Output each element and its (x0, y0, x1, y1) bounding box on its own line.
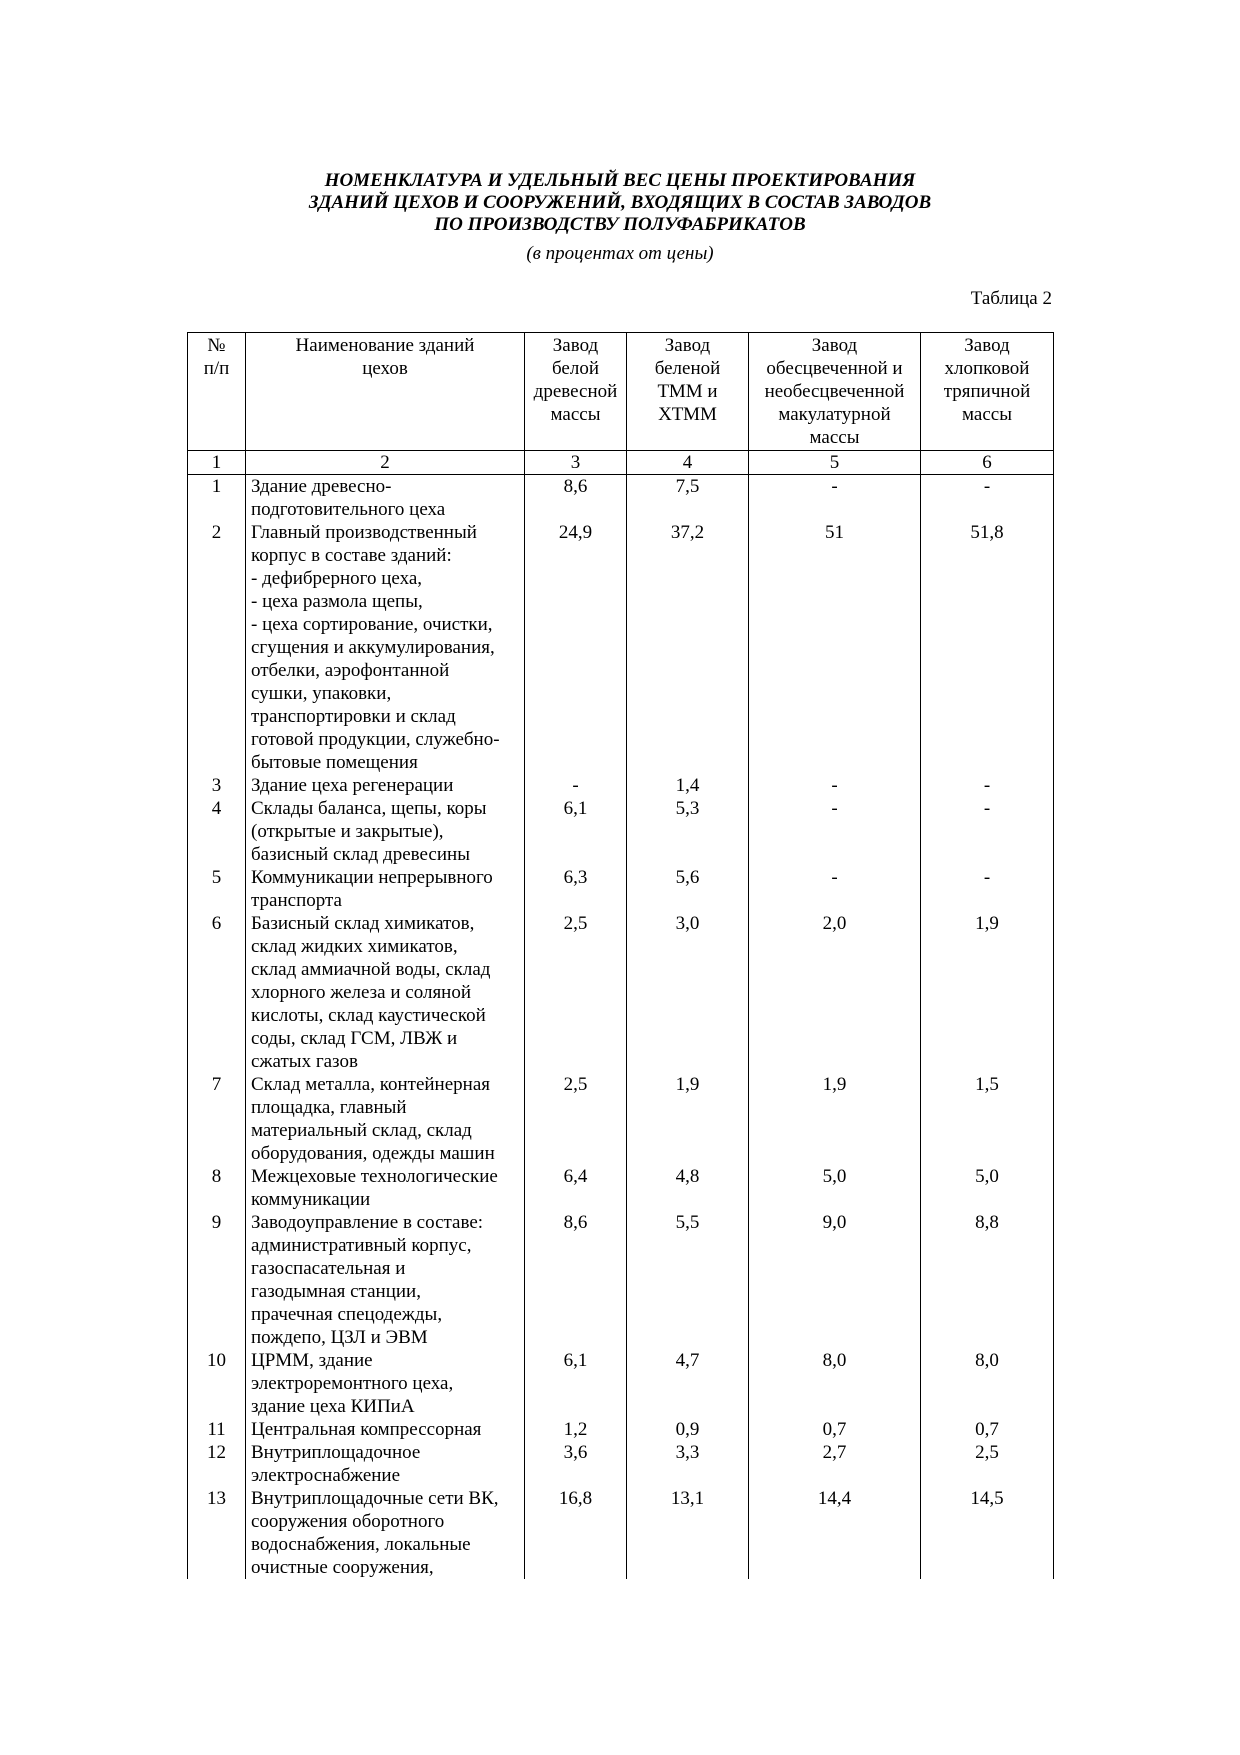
row-value: 6,4 (525, 1165, 627, 1211)
row-value: 51,8 (921, 521, 1054, 774)
row-name-line: электроремонтного цеха, (251, 1373, 454, 1394)
row-name (246, 1349, 525, 1418)
row-number: 10 (188, 1349, 246, 1418)
row-number: 3 (188, 774, 246, 797)
column-header-line: ТММ и (657, 381, 718, 402)
row-name-line: Главный производственный (251, 522, 477, 543)
row-value: 14,5 (921, 1487, 1054, 1579)
row-number: 11 (188, 1418, 246, 1441)
row-value: 9,0 (749, 1211, 921, 1349)
row-name-line: бытовые помещения (251, 752, 418, 773)
table-row (188, 475, 1054, 522)
row-value: 13,1 (627, 1487, 749, 1579)
column-header-line: Наименование зданий (295, 335, 475, 356)
row-name-line: электроснабжение (251, 1465, 401, 1486)
row-number: 2 (188, 521, 246, 774)
row-name-line: Межцеховые технологические (251, 1166, 498, 1187)
header-row (188, 333, 1054, 451)
column-header-line: тряпичной (943, 381, 1031, 402)
row-value: 14,4 (749, 1487, 921, 1579)
row-name-line: хлорного железа и соляной (251, 982, 472, 1003)
row-value: 6,3 (525, 866, 627, 912)
row-value: 2,0 (749, 912, 921, 1073)
row-name-line: (открытые и закрытые), (251, 821, 444, 842)
row-name-line: ЦРММ, здание (251, 1350, 373, 1371)
row-name (246, 1073, 525, 1165)
row-value: 1,2 (525, 1418, 627, 1441)
title-line: ПО ПРОИЗВОДСТВУ ПОЛУФАБРИКАТОВ (434, 214, 806, 235)
row-name (246, 1487, 525, 1579)
column-header-line: ХТММ (658, 404, 717, 425)
row-value: 6,1 (525, 1349, 627, 1418)
row-number: 6 (188, 912, 246, 1073)
row-name-line: готовой продукции, служебно- (251, 729, 500, 750)
row-name (246, 912, 525, 1073)
table-row (188, 866, 1054, 912)
column-header (246, 333, 525, 451)
row-name-line: транспорта (251, 890, 342, 911)
column-header-line: Завод (664, 335, 711, 356)
row-value: 8,0 (921, 1349, 1054, 1418)
table-row (188, 1441, 1054, 1487)
row-number: 4 (188, 797, 246, 866)
row-name-line: склад жидких химикатов, (251, 936, 458, 957)
row-value: 8,8 (921, 1211, 1054, 1349)
row-number: 1 (188, 475, 246, 522)
row-name-line: Склады баланса, щепы, коры (251, 798, 487, 819)
row-value: 5,5 (627, 1211, 749, 1349)
row-value: 4,8 (627, 1165, 749, 1211)
table-row (188, 1211, 1054, 1349)
row-name-line: - цеха сортирование, очистки, (251, 614, 493, 635)
row-value: 2,5 (525, 912, 627, 1073)
row-value: 7,5 (627, 475, 749, 522)
column-number: 5 (749, 451, 921, 475)
row-name-line: транспортировки и склад (251, 706, 456, 727)
row-name-line: отбелки, аэрофонтанной (251, 660, 450, 681)
column-header-line: Завод (964, 335, 1010, 356)
row-name-line: Коммуникации непрерывного (251, 867, 493, 888)
row-name (246, 1165, 525, 1211)
row-name-line: соды, склад ГСМ, ЛВЖ и (251, 1028, 458, 1049)
row-value: 2,5 (525, 1073, 627, 1165)
column-header-line: массы (809, 427, 860, 448)
row-name-line: площадка, главный (251, 1097, 407, 1118)
row-value: 5,0 (749, 1165, 921, 1211)
row-name-line: - дефибрерного цеха, (251, 568, 423, 589)
row-value: 2,5 (921, 1441, 1054, 1487)
row-name-line: Заводоуправление в составе: (251, 1212, 484, 1233)
row-name-line: очистные сооружения, (251, 1557, 434, 1578)
row-name (246, 1211, 525, 1349)
table-body (188, 475, 1054, 1580)
row-name-line: корпус в составе зданий: (251, 545, 452, 566)
row-value: 3,3 (627, 1441, 749, 1487)
row-number: 8 (188, 1165, 246, 1211)
row-name-line: Здание цеха регенерации (251, 775, 454, 796)
row-value: - (525, 774, 627, 797)
row-value: 6,1 (525, 797, 627, 866)
row-number: 9 (188, 1211, 246, 1349)
row-name-line: сгущения и аккумулирования, (251, 637, 495, 658)
row-value: 0,7 (749, 1418, 921, 1441)
row-value: 8,6 (525, 475, 627, 522)
table-row (188, 1073, 1054, 1165)
row-name-line: материальный склад, склад (251, 1120, 472, 1141)
row-value: 1,4 (627, 774, 749, 797)
row-value: - (749, 797, 921, 866)
row-name-line: прачечная спецодежды, (251, 1304, 443, 1325)
row-name (246, 521, 525, 774)
row-value: - (921, 866, 1054, 912)
table-row (188, 912, 1054, 1073)
column-number: 1 (188, 451, 246, 475)
row-value: 4,7 (627, 1349, 749, 1418)
column-header (749, 333, 921, 451)
row-name-line: Центральная компрессорная (251, 1419, 482, 1440)
document-subtitle: (в процентах от цены) (526, 243, 714, 264)
row-value: 8,0 (749, 1349, 921, 1418)
row-name-line: водоснабжения, локальные (251, 1534, 471, 1555)
row-value: 37,2 (627, 521, 749, 774)
column-header-line: древесной (533, 381, 618, 402)
column-number: 6 (921, 451, 1054, 475)
row-value: 24,9 (525, 521, 627, 774)
row-value: 3,6 (525, 1441, 627, 1487)
column-header-line: п/п (203, 358, 230, 379)
row-name-line: газодымная станции, (251, 1281, 421, 1302)
row-value: 5,6 (627, 866, 749, 912)
row-name-line: Склад металла, контейнерная (251, 1074, 491, 1095)
row-name-line: административный корпус, (251, 1235, 472, 1256)
row-value: 51 (749, 521, 921, 774)
row-value: 5,3 (627, 797, 749, 866)
row-value: - (921, 797, 1054, 866)
row-name-line: подготовительного цеха (251, 499, 446, 520)
row-name-line: склад аммиачной воды, склад (251, 959, 491, 980)
row-name-line: оборудования, одежды машин (251, 1143, 495, 1164)
row-name-line: пождепо, ЦЗЛ и ЭВМ (251, 1327, 428, 1348)
row-value: - (749, 866, 921, 912)
column-number: 4 (627, 451, 749, 475)
column-number: 2 (246, 451, 525, 475)
table-row (188, 521, 1054, 774)
table-row (188, 1349, 1054, 1418)
row-value: - (921, 475, 1054, 522)
column-header (627, 333, 749, 451)
table-label: Таблица 2 (970, 288, 1052, 309)
column-header (921, 333, 1054, 451)
column-header-line: Завод (552, 335, 599, 356)
row-number: 5 (188, 866, 246, 912)
row-value: 1,9 (749, 1073, 921, 1165)
row-name-line: кислоты, склад каустической (251, 1005, 486, 1026)
row-name-line: сооружения оборотного (251, 1511, 445, 1532)
column-header-line: обесцвеченной и (766, 358, 903, 379)
row-value: - (921, 774, 1054, 797)
table-header (188, 333, 1054, 475)
row-number: 12 (188, 1441, 246, 1487)
title-line: НОМЕНКЛАТУРА И УДЕЛЬНЫЙ ВЕС ЦЕНЫ ПРОЕКТИРОВАНИЯ (324, 170, 916, 191)
title-line: ЗДАНИЙ ЦЕХОВ И СООРУЖЕНИЙ, ВХОДЯЩИХ В СОСТАВ ЗАВОДОВ (308, 192, 932, 213)
row-name-line: Здание древесно- (251, 476, 392, 497)
row-name (246, 797, 525, 866)
row-value: 0,9 (627, 1418, 749, 1441)
data-table (187, 332, 1054, 1579)
row-number: 7 (188, 1073, 246, 1165)
row-value: 1,9 (627, 1073, 749, 1165)
column-header-line: цехов (362, 358, 408, 379)
row-name (246, 475, 525, 522)
row-name-line: коммуникации (251, 1189, 371, 1210)
row-value: 3,0 (627, 912, 749, 1073)
column-header-line: макулатурной (778, 404, 891, 425)
row-name-line: Внутриплощадочное (251, 1442, 421, 1463)
row-name-line: здание цеха КИПиА (251, 1396, 415, 1417)
row-value: 16,8 (525, 1487, 627, 1579)
column-header-line: Завод (811, 335, 858, 356)
row-name (246, 1441, 525, 1487)
row-name (246, 1418, 525, 1441)
table-row (188, 774, 1054, 797)
column-number-row (188, 451, 1054, 475)
row-value: - (749, 774, 921, 797)
column-number: 3 (525, 451, 627, 475)
column-header-line: хлопковой (944, 358, 1030, 379)
row-value: 1,5 (921, 1073, 1054, 1165)
table-row (188, 1487, 1054, 1579)
row-name (246, 774, 525, 797)
column-header (525, 333, 627, 451)
row-name-line: сушки, упаковки, (251, 683, 392, 704)
column-header-line: необесцвеченной (764, 381, 905, 402)
row-value: 2,7 (749, 1441, 921, 1487)
row-name-line: - цеха размола щепы, (251, 591, 423, 612)
table-row (188, 1165, 1054, 1211)
row-value: - (749, 475, 921, 522)
column-header-line: № (207, 335, 226, 356)
row-value: 0,7 (921, 1418, 1054, 1441)
column-header (188, 333, 246, 451)
row-name-line: Внутриплощадочные сети ВК, (251, 1488, 499, 1509)
column-header-line: массы (962, 404, 1012, 425)
row-value: 5,0 (921, 1165, 1054, 1211)
row-value: 8,6 (525, 1211, 627, 1349)
table-row (188, 1418, 1054, 1441)
row-value: 1,9 (921, 912, 1054, 1073)
row-number: 13 (188, 1487, 246, 1579)
row-name-line: Базисный склад химикатов, (251, 913, 475, 934)
column-header-line: белой (552, 358, 599, 379)
column-header-line: беленой (654, 358, 721, 379)
row-name (246, 866, 525, 912)
document-title (0, 170, 1240, 236)
column-header-line: массы (550, 404, 601, 425)
row-name-line: базисный склад древесины (251, 844, 470, 865)
row-name-line: газоспасательная и (251, 1258, 406, 1279)
row-name-line: сжатых газов (251, 1051, 358, 1072)
table-row (188, 797, 1054, 866)
